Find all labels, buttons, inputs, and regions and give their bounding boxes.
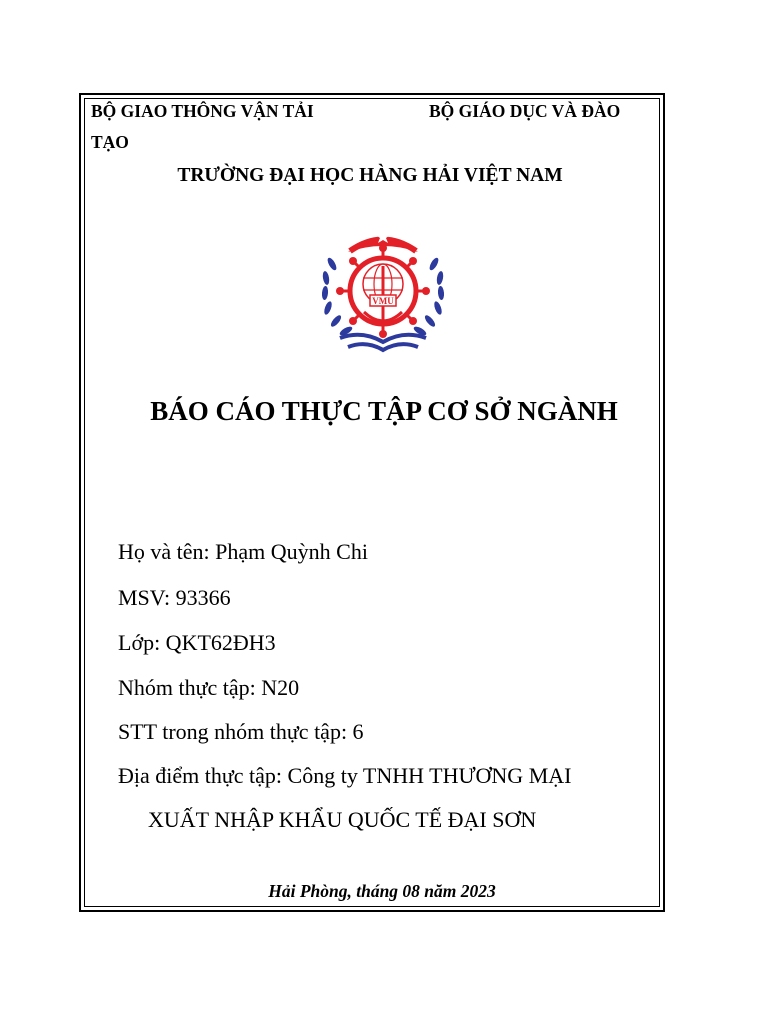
- internship-place-continued: XUẤT NHẬP KHẨU QUỐC TẾ ĐẠI SƠN: [148, 807, 537, 832]
- group-order-number: STT trong nhóm thực tập: 6: [118, 719, 364, 744]
- logo-text: VMU: [372, 296, 394, 306]
- report-title: BÁO CÁO THỰC TẬP CƠ SỞ NGÀNH: [150, 396, 618, 426]
- ministry-right-heading-wrap: TẠO: [91, 132, 129, 152]
- vmu-logo: [318, 226, 448, 358]
- internship-group: Nhóm thực tập: N20: [118, 675, 300, 700]
- student-name: Họ và tên: Phạm Quỳnh Chi: [118, 539, 368, 564]
- university-name: TRƯỜNG ĐẠI HỌC HÀNG HẢI VIỆT NAM: [177, 165, 563, 186]
- student-id: MSV: 93366: [118, 585, 231, 610]
- student-class: Lớp: QKT62ĐH3: [118, 630, 276, 655]
- ministry-left-heading: BỘ GIAO THÔNG VẬN TẢI: [91, 101, 314, 121]
- ministry-right-heading: BỘ GIÁO DỤC VÀ ĐÀO: [429, 101, 621, 121]
- internship-place: Địa điểm thực tập: Công ty TNHH THƯƠNG MẠI: [118, 763, 572, 788]
- place-date: Hải Phòng, tháng 08 năm 2023: [268, 881, 496, 901]
